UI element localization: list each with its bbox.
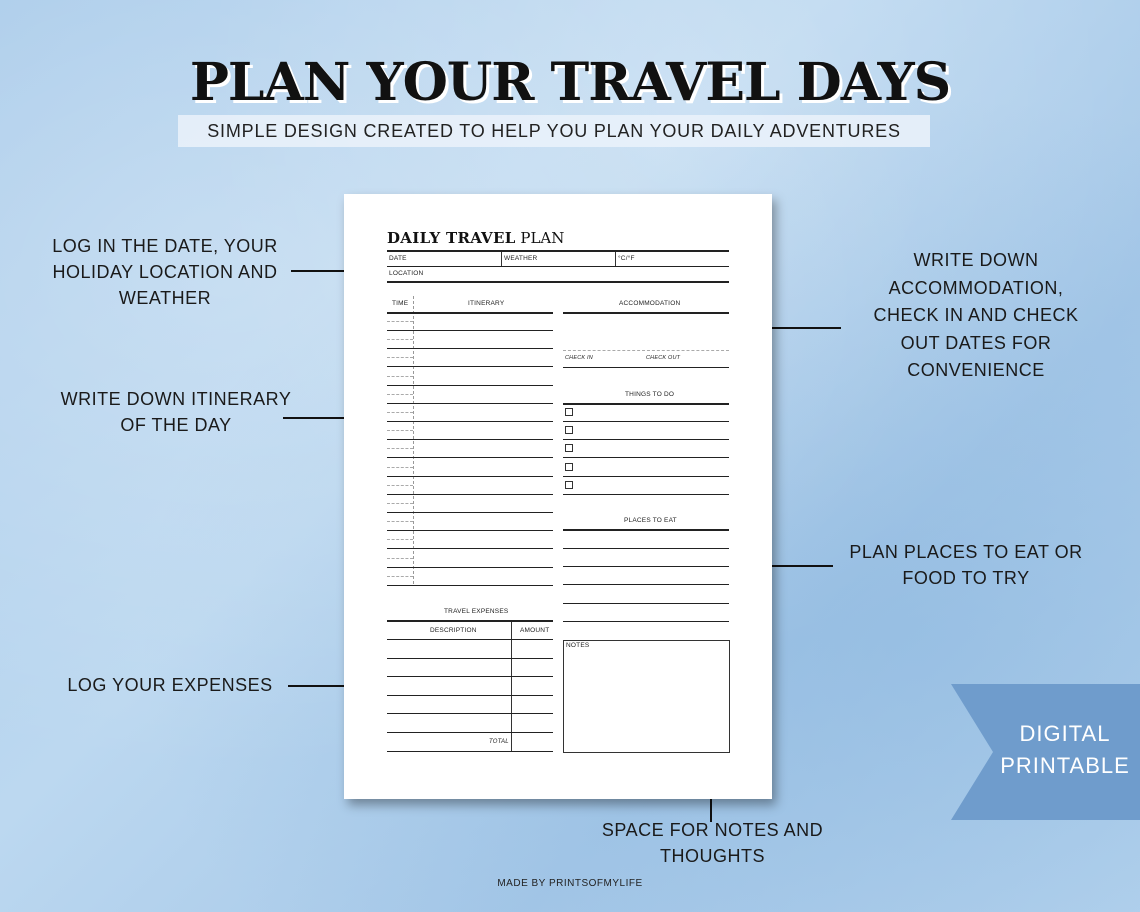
annotation-line: LOG YOUR EXPENSES xyxy=(67,675,273,695)
itinerary-label: ITINERARY xyxy=(468,300,505,307)
itinerary-row-rule xyxy=(387,366,553,367)
itinerary-half-hour-rule xyxy=(387,539,413,540)
divider xyxy=(615,252,616,266)
expense-row-rule xyxy=(387,713,553,714)
rule xyxy=(387,250,729,252)
places-to-eat-rule xyxy=(563,603,729,604)
planner-page xyxy=(344,194,772,799)
itinerary-half-hour-rule xyxy=(387,412,413,413)
check-out-label: CHECK OUT xyxy=(646,355,681,361)
annotation-line: FOOD TO TRY xyxy=(902,568,1030,588)
rule xyxy=(387,620,553,622)
page-title: PLAN YOUR TRAVEL DAYS xyxy=(189,52,951,113)
annotation-line: SPACE FOR NOTES AND xyxy=(601,820,824,840)
itinerary-half-hour-rule xyxy=(387,448,413,449)
rule xyxy=(563,312,729,314)
expense-row-rule xyxy=(387,639,553,640)
checkbox xyxy=(565,481,573,489)
itinerary-row-rule xyxy=(387,348,553,349)
total-label: TOTAL xyxy=(489,739,509,745)
annotation-line: CONVENIENCE xyxy=(907,360,1045,380)
planner-title-bold: DAILY TRAVEL xyxy=(387,229,516,247)
itinerary-half-hour-rule xyxy=(387,339,413,340)
itinerary-half-hour-rule xyxy=(387,430,413,431)
expense-row-rule xyxy=(387,695,553,696)
places-to-eat-rule xyxy=(563,584,729,585)
checkbox xyxy=(565,463,573,471)
badge-line: DIGITAL xyxy=(1019,721,1111,746)
itinerary-row-rule xyxy=(387,585,553,586)
expense-row-rule xyxy=(387,676,553,677)
itinerary-half-hour-rule xyxy=(387,503,413,504)
annotation-line: THOUGHTS xyxy=(660,846,765,866)
rule xyxy=(563,529,729,531)
planner-title-light: PLAN xyxy=(520,229,565,247)
itinerary-half-hour-rule xyxy=(387,576,413,577)
annotation-line: OUT DATES FOR xyxy=(900,332,1052,353)
itinerary-row-rule xyxy=(387,567,553,568)
annotation-line: OF THE DAY xyxy=(120,415,232,435)
itinerary-row-rule xyxy=(387,512,553,513)
itinerary-half-hour-rule xyxy=(387,357,413,358)
annotation-line: PLAN PLACES TO EAT OR xyxy=(849,542,1083,562)
itinerary-row-rule xyxy=(387,548,553,549)
itinerary-half-hour-rule xyxy=(387,558,413,559)
weather-label: WEATHER xyxy=(504,255,538,262)
things-to-do-rule xyxy=(563,494,729,495)
annotation-line: WRITE DOWN ITINERARY xyxy=(60,389,292,409)
itinerary-row-rule xyxy=(387,494,553,495)
rule xyxy=(387,281,729,283)
itinerary-row-rule xyxy=(387,439,553,440)
divider xyxy=(501,252,502,266)
expense-row-rule xyxy=(387,732,553,733)
itinerary-half-hour-rule xyxy=(387,376,413,377)
itinerary-row-rule xyxy=(387,330,553,331)
places-to-eat-rule xyxy=(563,621,729,622)
itinerary-row-rule xyxy=(387,403,553,404)
accommodation-label: ACCOMMODATION xyxy=(619,300,681,307)
things-to-do-rule xyxy=(563,476,729,477)
itinerary-row-rule xyxy=(387,457,553,458)
itinerary-half-hour-rule xyxy=(387,321,413,322)
expense-row-rule xyxy=(387,658,553,659)
itinerary-half-hour-rule xyxy=(387,521,413,522)
itinerary-row-rule xyxy=(387,421,553,422)
annotation-line: WRITE DOWN xyxy=(913,250,1039,270)
location-label: LOCATION xyxy=(389,270,424,277)
checkbox xyxy=(565,426,573,434)
places-to-eat-label: PLACES TO EAT xyxy=(624,517,677,524)
places-to-eat-rule xyxy=(563,566,729,567)
check-in-label: CHECK IN xyxy=(565,355,593,361)
dashed-rule xyxy=(563,350,729,351)
time-label: TIME xyxy=(392,300,409,307)
travel-expenses-label: TRAVEL EXPENSES xyxy=(444,608,509,615)
date-label: DATE xyxy=(389,255,407,262)
annotation-line: HOLIDAY LOCATION AND xyxy=(52,262,278,282)
itinerary-half-hour-rule xyxy=(387,394,413,395)
things-to-do-rule xyxy=(563,439,729,440)
description-label: DESCRIPTION xyxy=(430,627,477,634)
credit-text: MADE BY PRINTSOFMYLIFE xyxy=(497,878,643,889)
things-to-do-rule xyxy=(563,421,729,422)
checkbox xyxy=(565,408,573,416)
annotation-line: ACCOMMODATION, xyxy=(888,277,1064,298)
checkbox xyxy=(565,444,573,452)
temperature-label: °C/°F xyxy=(618,255,635,262)
rule xyxy=(563,367,729,368)
notes-box xyxy=(563,640,730,753)
annotation-line: WEATHER xyxy=(118,288,212,308)
annotation-line: CHECK IN AND CHECK xyxy=(873,305,1079,325)
itinerary-row-rule xyxy=(387,476,553,477)
annotation-line: LOG IN THE DATE, YOUR xyxy=(52,236,278,256)
digital-printable-badge xyxy=(990,718,1140,782)
expense-row-rule xyxy=(387,751,553,752)
amount-label: AMOUNT xyxy=(520,627,550,634)
itinerary-half-hour-rule xyxy=(387,467,413,468)
itinerary-row-rule xyxy=(387,530,553,531)
rule xyxy=(387,266,729,267)
itinerary-header-rule xyxy=(387,312,553,314)
itinerary-half-hour-rule xyxy=(387,485,413,486)
planner-title xyxy=(387,229,564,247)
things-to-do-rule xyxy=(563,457,729,458)
page-subtitle: SIMPLE DESIGN CREATED TO HELP YOU PLAN YOUR DAILY ADVENTURES xyxy=(207,121,901,141)
things-to-do-label: THINGS TO DO xyxy=(625,391,675,398)
notes-label: NOTES xyxy=(566,642,590,649)
itinerary-row-rule xyxy=(387,385,553,386)
badge-line: PRINTABLE xyxy=(1000,753,1130,778)
places-to-eat-rule xyxy=(563,548,729,549)
rule xyxy=(563,403,729,405)
